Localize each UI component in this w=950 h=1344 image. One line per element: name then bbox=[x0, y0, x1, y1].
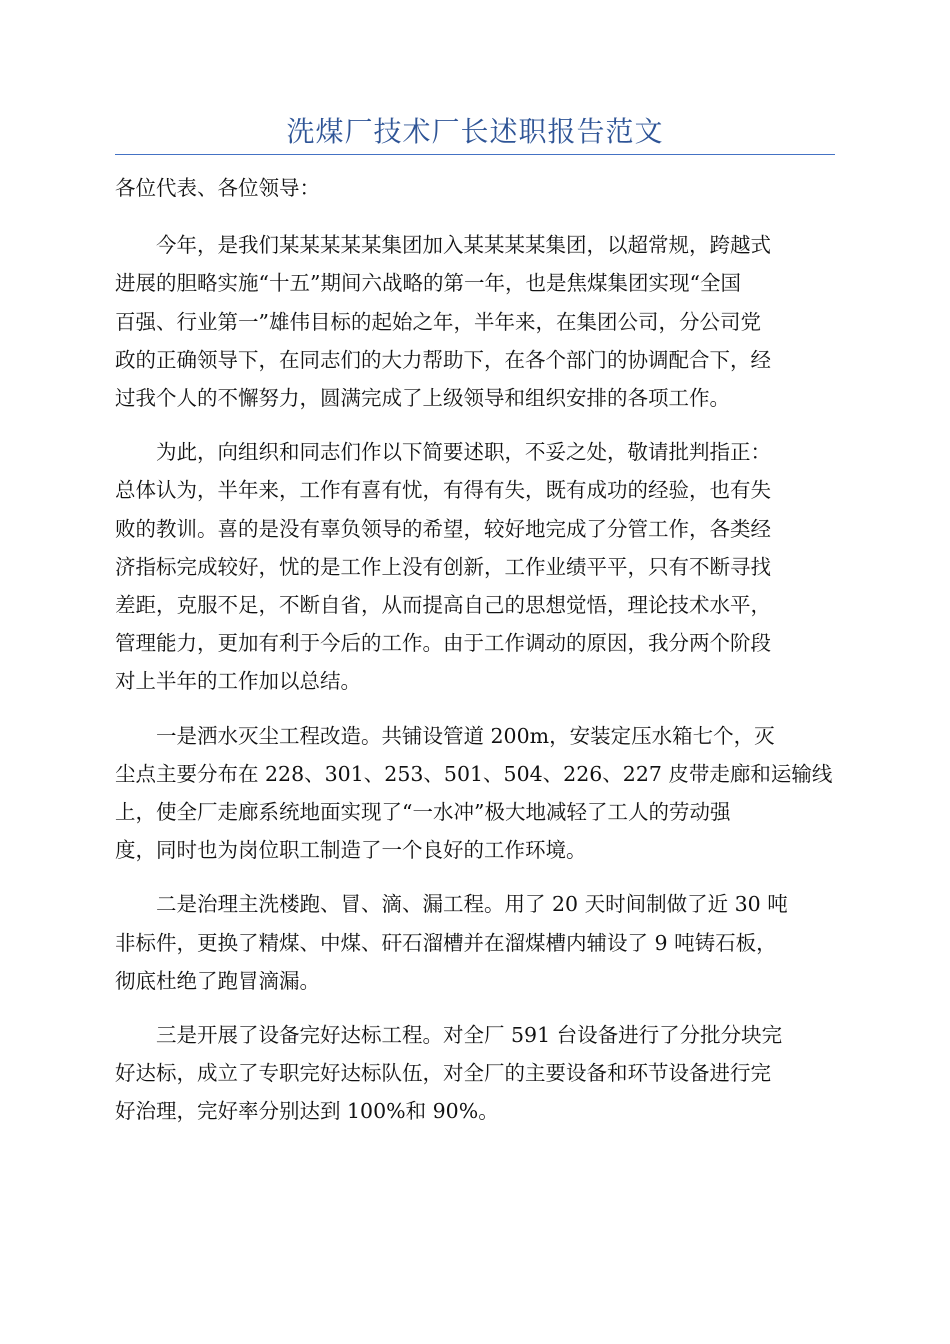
paragraph-line: 彻底杜绝了跑冒滴漏。 bbox=[115, 968, 320, 993]
paragraph-line: 对上半年的工作加以总结。 bbox=[115, 669, 361, 694]
paragraph-line: 好达标，成立了专职完好达标队伍，对全厂的主要设备和环节设备进行完 bbox=[115, 1061, 771, 1086]
paragraph-line: 进展的胆略实施“十五”期间六战略的第一年，也是焦煤集团实现“全国 bbox=[115, 271, 741, 296]
paragraph-5 bbox=[115, 1016, 837, 1131]
paragraph-line: 管理能力，更加有利于今后的工作。由于工作调动的原因，我分两个阶段 bbox=[115, 631, 771, 656]
paragraph-line: 上，使全厂走廊系统地面实现了“一水冲”极大地减轻了工人的劳动强 bbox=[115, 800, 731, 825]
paragraph-line: 百强、行业第一”雄伟目标的起始之年，半年来，在集团公司，分公司党 bbox=[115, 309, 761, 334]
paragraph-line: 今年，是我们某某某某某集团加入某某某某集团，以超常规，跨越式 bbox=[156, 233, 771, 258]
paragraph-2 bbox=[115, 433, 837, 700]
paragraph-4 bbox=[115, 885, 837, 1000]
paragraph-line: 差距，克服不足，不断自省，从而提高自己的思想觉悟，理论技术水平， bbox=[115, 593, 771, 618]
paragraph-line: 总体认为，半年来，工作有喜有忧，有得有失，既有成功的经验，也有失 bbox=[115, 478, 771, 503]
paragraph-line: 为此，向组织和同志们作以下简要述职，不妥之处，敬请批判指正： bbox=[156, 440, 771, 465]
paragraph-line: 非标件，更换了精煤、中煤、矸石溜槽并在溜煤槽内辅设了 9 吨铸石板， bbox=[115, 930, 777, 955]
paragraph-line: 二是治理主洗楼跑、冒、滴、漏工程。用了 20 天时间制做了近 30 吨 bbox=[156, 892, 788, 917]
paragraph-line: 一是洒水灭尘工程改造。共铺设管道 200m，安装定压水箱七个，灭 bbox=[156, 723, 775, 748]
paragraph-3 bbox=[115, 717, 837, 870]
paragraph-line: 三是开展了设备完好达标工程。对全厂 591 台设备进行了分批分块完 bbox=[156, 1023, 783, 1048]
document-body bbox=[115, 150, 837, 1131]
paragraph-1 bbox=[115, 226, 837, 417]
paragraph-line: 过我个人的不懈努力，圆满完成了上级领导和组织安排的各项工作。 bbox=[115, 386, 730, 411]
paragraph-line: 好治理，完好率分别达到 100%和 90%。 bbox=[115, 1099, 499, 1124]
paragraph-line: 尘点主要分布在 228、301、253、501、504、226、227 皮带走廊和运输线 bbox=[115, 761, 833, 786]
paragraph-spacer bbox=[115, 1000, 837, 1016]
paragraph-line: 济指标完成较好，忧的是工作上没有创新，工作业绩平平，只有不断寻找 bbox=[115, 554, 771, 579]
paragraph-line: 度，同时也为岗位职工制造了一个良好的工作环境。 bbox=[115, 838, 587, 863]
paragraph-line: 政的正确领导下，在同志们的大力帮助下，在各个部门的协调配合下，经 bbox=[115, 347, 771, 372]
salutation: 各位代表、各位领导： bbox=[115, 176, 320, 200]
paragraph-spacer bbox=[115, 869, 837, 885]
paragraph-spacer bbox=[115, 417, 837, 433]
paragraph-spacer bbox=[115, 701, 837, 717]
paragraph-line: 败的教训。喜的是没有辜负领导的希望，较好地完成了分管工作，各类经 bbox=[115, 516, 771, 541]
document-title: 洗煤厂技术厂长述职报告范文 bbox=[286, 115, 664, 148]
paragraph-spacer bbox=[115, 207, 837, 226]
